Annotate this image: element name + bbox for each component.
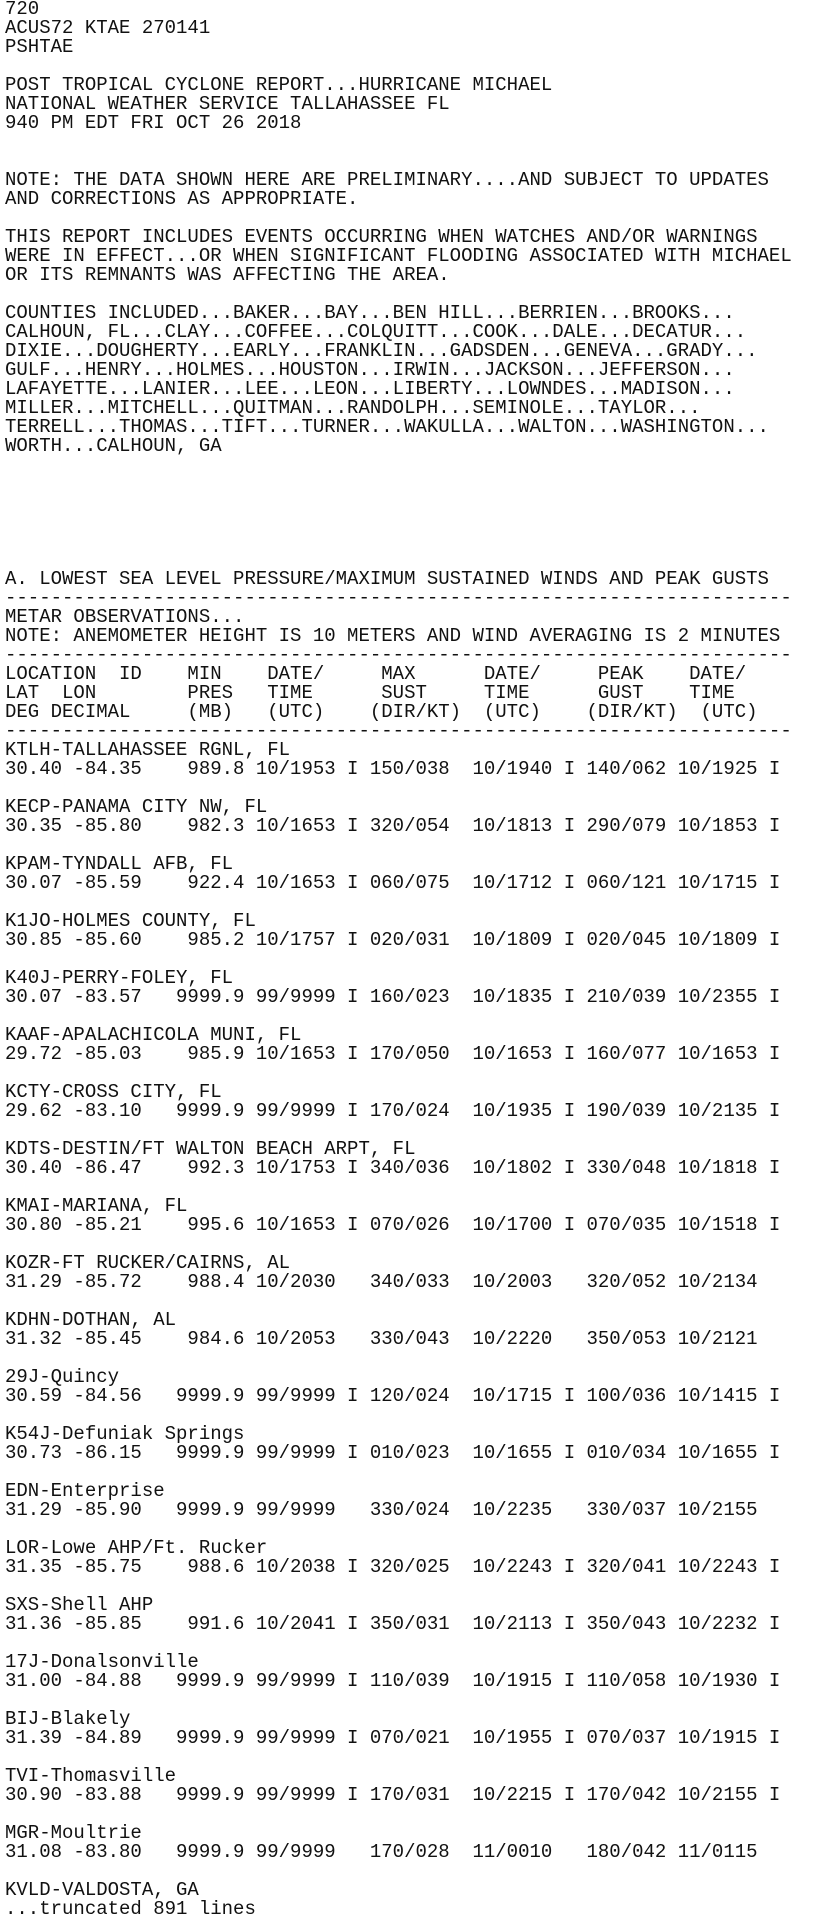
report-line: CALHOUN, FL...CLAY...COFFEE...COLQUITT...COOK...DALE...DECATUR...: [5, 321, 747, 343]
report-line: NATIONAL WEATHER SERVICE TALLAHASSEE FL: [5, 93, 450, 115]
report-line: SXS-Shell AHP: [5, 1594, 154, 1616]
report-line: OR ITS REMNANTS WAS AFFECTING THE AREA.: [5, 264, 450, 286]
report-line: KVLD-VALDOSTA, GA: [5, 1879, 199, 1901]
report-line: WORTH...CALHOUN, GA: [5, 435, 222, 457]
report-line: 31.29 -85.90 9999.9 99/9999 330/024 10/2235 330/037 10/2155: [5, 1499, 758, 1521]
report-line: LAT LON PRES TIME SUST TIME GUST TIME: [5, 682, 735, 704]
report-line: 30.73 -86.15 9999.9 99/9999 I 010/023 10/1655 I 010/034 10/1655 I: [5, 1442, 781, 1464]
report-line: 31.29 -85.72 988.4 10/2030 340/033 10/2003 320/052 10/2134: [5, 1271, 758, 1293]
report-line: KOZR-FT RUCKER/CAIRNS, AL: [5, 1252, 291, 1274]
report-line: 31.35 -85.75 988.6 10/2038 I 320/025 10/2243 I 320/041 10/2243 I: [5, 1556, 781, 1578]
report-line: K40J-PERRY-FOLEY, FL: [5, 967, 234, 989]
report-line: 30.35 -85.80 982.3 10/1653 I 320/054 10/1813 I 290/079 10/1853 I: [5, 815, 781, 837]
report-line: KDTS-DESTIN/FT WALTON BEACH ARPT, FL: [5, 1138, 416, 1160]
report-line: LOR-Lowe AHP/Ft. Rucker: [5, 1537, 268, 1559]
report-line: LAFAYETTE...LANIER...LEE...LEON...LIBERTY...LOWNDES...MADISON...: [5, 378, 735, 400]
report-line: KECP-PANAMA CITY NW, FL: [5, 796, 268, 818]
report-line: DEG DECIMAL (MB) (UTC) (DIR/KT) (UTC) (DIR/KT) (UTC): [5, 701, 758, 723]
report-line: KPAM-TYNDALL AFB, FL: [5, 853, 234, 875]
report-line: 940 PM EDT FRI OCT 26 2018: [5, 112, 302, 134]
report-line: 31.08 -83.80 9999.9 99/9999 170/028 11/0010 180/042 11/0115: [5, 1841, 758, 1863]
report-line: ---------------------------------------------------------------------: [5, 587, 792, 609]
report-line: 31.36 -85.85 991.6 10/2041 I 350/031 10/2113 I 350/043 10/2232 I: [5, 1613, 781, 1635]
report-line: [5, 133, 837, 152]
report-line: [5, 494, 837, 513]
report-line: KDHN-DOTHAN, AL: [5, 1309, 177, 1331]
report-line: NOTE: THE DATA SHOWN HERE ARE PRELIMINARY....AND SUBJECT TO UPDATES: [5, 169, 769, 191]
report-line: 30.59 -84.56 9999.9 99/9999 I 120/024 10/1715 I 100/036 10/1415 I: [5, 1385, 781, 1407]
report-line: EDN-Enterprise: [5, 1480, 165, 1502]
report-line: 17J-Donalsonville: [5, 1651, 199, 1673]
report-line: LOCATION ID MIN DATE/ MAX DATE/ PEAK DATE/: [5, 663, 747, 685]
report-line: [5, 456, 837, 475]
report-line: KAAF-APALACHICOLA MUNI, FL: [5, 1024, 302, 1046]
report-line: AND CORRECTIONS AS APPROPRIATE.: [5, 188, 359, 210]
report-line: TVI-Thomasville: [5, 1765, 177, 1787]
report-line: KCTY-CROSS CITY, FL: [5, 1081, 222, 1103]
report-line: PSHTAE: [5, 36, 74, 58]
report-line: MGR-Moultrie: [5, 1822, 142, 1844]
report-line: [5, 1349, 837, 1368]
report-line: POST TROPICAL CYCLONE REPORT...HURRICANE MICHAEL: [5, 74, 553, 96]
report-line: A. LOWEST SEA LEVEL PRESSURE/MAXIMUM SUSTAINED WINDS AND PEAK GUSTS: [5, 568, 769, 590]
report-line: ---------------------------------------------------------------------: [5, 644, 792, 666]
report-line: [5, 475, 837, 494]
report-line: [5, 532, 837, 551]
report-line: METAR OBSERVATIONS...: [5, 606, 245, 628]
report-line: ...truncated 891 lines: [5, 1898, 256, 1919]
report-line: ---------------------------------------------------------------------: [5, 720, 792, 742]
report-line: MILLER...MITCHELL...QUITMAN...RANDOLPH...SEMINOLE...TAYLOR...: [5, 397, 701, 419]
report-line: 30.07 -85.59 922.4 10/1653 I 060/075 10/1712 I 060/121 10/1715 I: [5, 872, 781, 894]
report-line: NOTE: ANEMOMETER HEIGHT IS 10 METERS AND WIND AVERAGING IS 2 MINUTES: [5, 625, 781, 647]
report-line: 30.40 -86.47 992.3 10/1753 I 340/036 10/1802 I 330/048 10/1818 I: [5, 1157, 781, 1179]
report-line: 720: [5, 0, 40, 20]
report-line: 29.62 -83.10 9999.9 99/9999 I 170/024 10/1935 I 190/039 10/2135 I: [5, 1100, 781, 1122]
report-line: K1JO-HOLMES COUNTY, FL: [5, 910, 256, 932]
report-line: KMAI-MARIANA, FL: [5, 1195, 188, 1217]
report-line: WERE IN EFFECT...OR WHEN SIGNIFICANT FLOODING ASSOCIATED WITH MICHAEL: [5, 245, 792, 267]
report-line: ACUS72 KTAE 270141: [5, 17, 211, 39]
report-line: 31.32 -85.45 984.6 10/2053 330/043 10/2220 350/053 10/2121: [5, 1328, 758, 1350]
report-line: 30.85 -85.60 985.2 10/1757 I 020/031 10/1809 I 020/045 10/1809 I: [5, 929, 781, 951]
report-line: KTLH-TALLAHASSEE RGNL, FL: [5, 739, 291, 761]
report-line: GULF...HENRY...HOLMES...HOUSTON...IRWIN...JACKSON...JEFFERSON...: [5, 359, 735, 381]
report-line: 30.90 -83.88 9999.9 99/9999 I 170/031 10/2215 I 170/042 10/2155 I: [5, 1784, 781, 1806]
report-line: 31.00 -84.88 9999.9 99/9999 I 110/039 10/1915 I 110/058 10/1930 I: [5, 1670, 781, 1692]
report-line: 30.40 -84.35 989.8 10/1953 I 150/038 10/1940 I 140/062 10/1925 I: [5, 758, 781, 780]
report-line: 30.07 -83.57 9999.9 99/9999 I 160/023 10/1835 I 210/039 10/2355 I: [5, 986, 781, 1008]
report-line: 31.39 -84.89 9999.9 99/9999 I 070/021 10/1955 I 070/037 10/1915 I: [5, 1727, 781, 1749]
report-line: 29.72 -85.03 985.9 10/1653 I 170/050 10/1653 I 160/077 10/1653 I: [5, 1043, 781, 1065]
report-line: 30.80 -85.21 995.6 10/1653 I 070/026 10/1700 I 070/035 10/1518 I: [5, 1214, 781, 1236]
report-line: 29J-Quincy: [5, 1366, 120, 1388]
report-line: K54J-Defuniak Springs: [5, 1423, 245, 1445]
report-line: THIS REPORT INCLUDES EVENTS OCCURRING WHEN WATCHES AND/OR WARNINGS: [5, 226, 758, 248]
report-line: BIJ-Blakely: [5, 1708, 131, 1730]
report-line: COUNTIES INCLUDED...BAKER...BAY...BEN HILL...BERRIEN...BROOKS...: [5, 302, 735, 324]
report-line: DIXIE...DOUGHERTY...EARLY...FRANKLIN...GADSDEN...GENEVA...GRADY...: [5, 340, 758, 362]
report-line: TERRELL...THOMAS...TIFT...TURNER...WAKULLA...WALTON...WASHINGTON...: [5, 416, 769, 438]
report-line: [5, 513, 837, 532]
